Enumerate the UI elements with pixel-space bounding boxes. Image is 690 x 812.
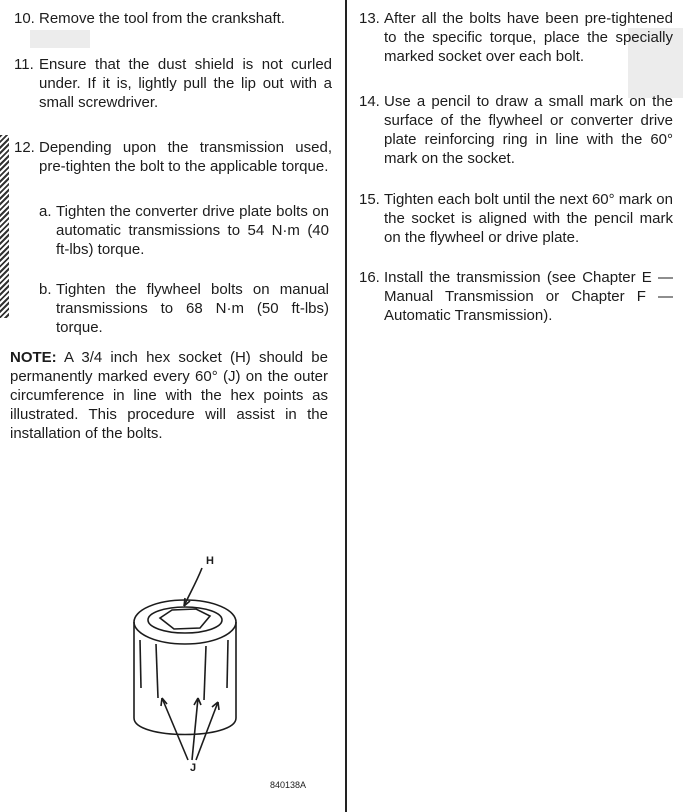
step-11 bbox=[14, 55, 332, 112]
step-text: Remove the tool from the crankshaft. bbox=[39, 10, 285, 27]
hex-socket-figure bbox=[120, 548, 320, 798]
step-text: Depending upon the transmission used, pre-tighten the bolt to the applicable torque. bbox=[39, 139, 332, 175]
step-text: Use a pencil to draw a small mark on the surface of the flywheel or converter drive plate reinforcing ring in line with the 60° mark on the socket. bbox=[384, 93, 673, 167]
step-10 bbox=[14, 9, 332, 28]
step-16 bbox=[359, 268, 673, 325]
step-letter: b. bbox=[39, 281, 52, 298]
bleed-through-left bbox=[30, 30, 90, 48]
step-number: 11. bbox=[14, 56, 34, 73]
step-number: 12. bbox=[14, 139, 35, 156]
figure-label-h: H bbox=[206, 555, 214, 567]
step-number: 13. bbox=[359, 10, 380, 27]
step-number: 10. bbox=[14, 10, 35, 27]
step-14 bbox=[359, 92, 673, 168]
step-number: 16. bbox=[359, 269, 380, 286]
step-15 bbox=[359, 190, 673, 247]
note-paragraph bbox=[10, 348, 328, 443]
step-12 bbox=[14, 138, 332, 176]
step-text: Tighten the converter drive plate bolts on automatic transmissions to 54 N·m (40 ft-lbs) torque. bbox=[56, 203, 329, 258]
step-letter: a. bbox=[39, 203, 52, 220]
step-text: Install the transmission (see Chapter E — Manual Transmission or Chapter F — Automatic Transmission). bbox=[384, 269, 673, 324]
step-number: 15. bbox=[359, 191, 380, 208]
figure-code: 840138A bbox=[270, 780, 307, 790]
note-label: NOTE: bbox=[10, 349, 57, 366]
step-number: 14. bbox=[359, 93, 380, 110]
step-12b bbox=[39, 280, 329, 337]
hex-socket-icon bbox=[120, 548, 320, 798]
step-text: Ensure that the dust shield is not curled under. If it is, lightly pull the lip out with a small screwdriver. bbox=[39, 56, 332, 111]
step-text: Tighten each bolt until the next 60° mark on the socket is aligned with the pencil mark on the flywheel or drive plate. bbox=[384, 191, 673, 246]
step-text: Tighten the flywheel bolts on manual transmissions to 68 N·m (50 ft-lbs) torque. bbox=[56, 281, 329, 336]
figure-label-j: J bbox=[190, 762, 197, 774]
step-12a bbox=[39, 202, 329, 259]
column-divider bbox=[345, 0, 347, 812]
change-bar bbox=[0, 135, 9, 318]
step-13 bbox=[359, 9, 673, 66]
note-text: A 3/4 inch hex socket (H) should be permanently marked every 60° (J) on the outer circumference in line with the hex points as illustrated. This procedure will assist in the installation of the bolts. bbox=[10, 349, 328, 442]
step-text: After all the bolts have been pre-tightened to the specific torque, place the specially marked socket over each bolt. bbox=[384, 10, 673, 65]
